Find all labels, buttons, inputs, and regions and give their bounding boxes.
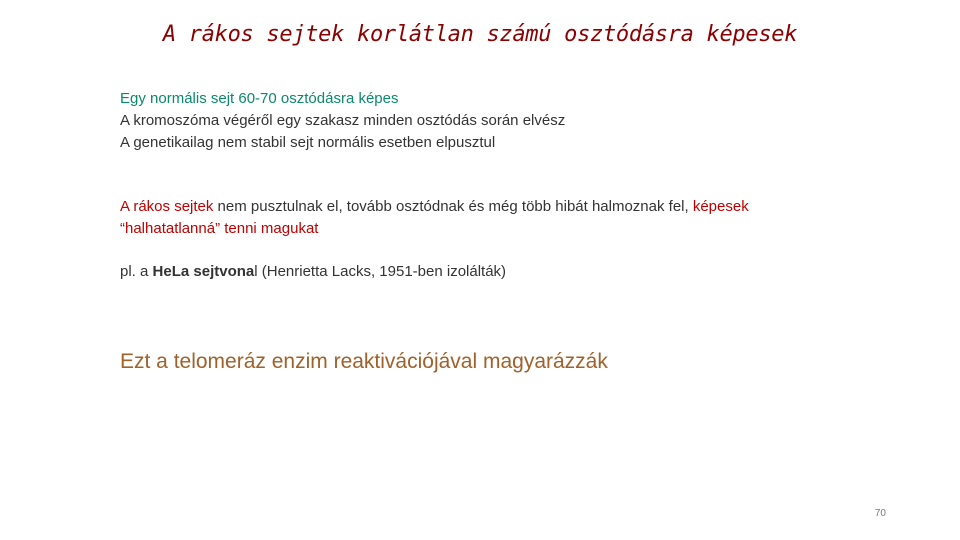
cancer-cells-line-1 — [120, 196, 900, 218]
hela-details: l (Henrietta Lacks, 1951-ben izolálták) — [254, 263, 507, 280]
hela-line — [120, 261, 900, 283]
cancer-cells-line-2: “halhatatlanná” tenni magukat — [120, 220, 319, 237]
hela-name: HeLa — [152, 263, 190, 280]
cell-line-word: sejtvona — [189, 263, 255, 280]
slide-title: A rákos sejtek korlátlan számú osztódásra képesek — [162, 22, 798, 47]
cancer-cells-text: nem pusztulnak el, tovább osztódnak és még több hibát halmoznak fel, — [213, 198, 693, 215]
telomerase-text: Ezt a telomeráz enzim reaktivációjával magyarázzák — [120, 350, 608, 373]
intro-block — [120, 88, 900, 154]
telomerase-block — [120, 348, 900, 376]
cancer-cells-block — [120, 196, 900, 240]
cancer-cells-highlight: A rákos sejtek — [120, 198, 214, 215]
hela-prefix: pl. a — [120, 263, 153, 280]
normal-cell-line: Egy normális sejt 60-70 osztódásra képes — [120, 90, 399, 107]
chromosome-line: A kromoszóma végéről egy szakasz minden osztódás során elvész — [120, 112, 566, 129]
hela-example — [120, 261, 900, 283]
unstable-cell-line: A genetikailag nem stabil sejt normális esetben elpusztul — [120, 134, 496, 151]
capable-highlight: képesek — [692, 198, 749, 215]
page-number: 70 — [874, 508, 886, 519]
